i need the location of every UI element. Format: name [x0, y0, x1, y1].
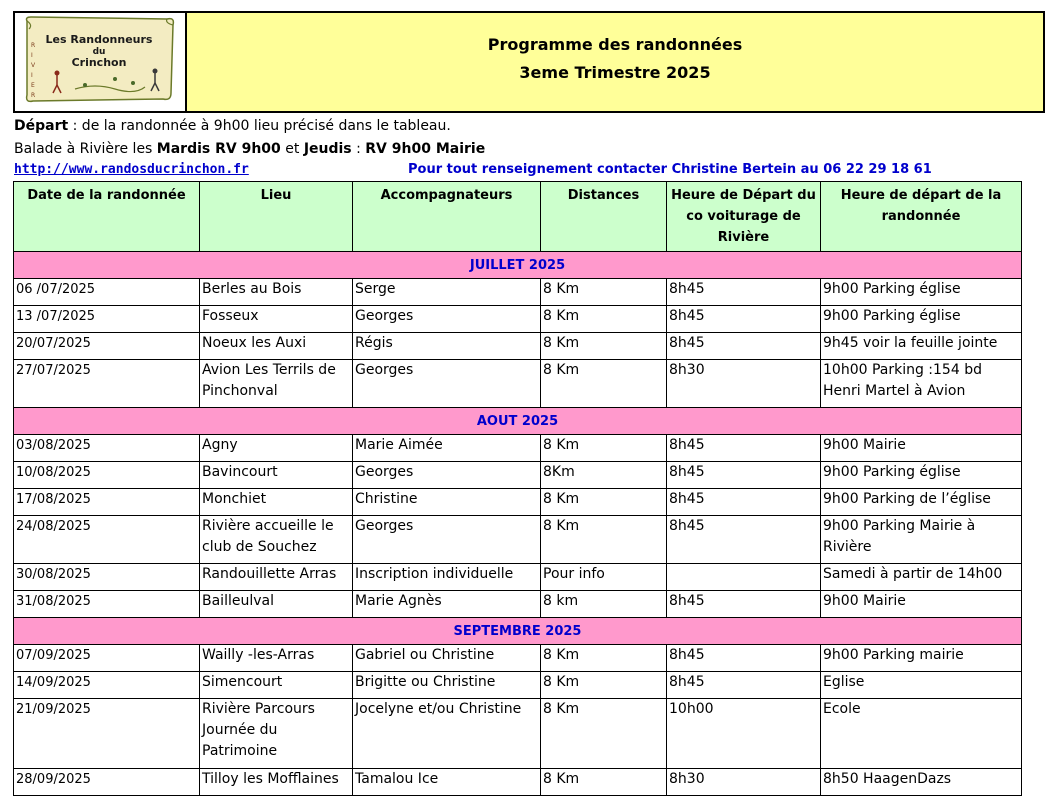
cell-lieu: Avion Les Terrils de Pinchonval: [200, 360, 353, 408]
cell-lieu: Agny: [200, 435, 353, 462]
cell-heure-covoiturage: 8h45: [667, 591, 821, 618]
cell-lieu: Rivière Parcours Journée du Patrimoine: [200, 699, 353, 769]
table-row: [14, 645, 1022, 672]
col-header-heure-covoiturage: Heure de Départ du co voiturage de Rivière: [667, 182, 821, 252]
svg-text:E: E: [31, 82, 35, 89]
cell-heure-covoiturage: 8h45: [667, 516, 821, 564]
svg-text:V: V: [31, 62, 36, 69]
table-row: [14, 306, 1022, 333]
table-row: [14, 769, 1022, 796]
cell-accompagnateurs: Marie Aimée: [353, 435, 541, 462]
cell-date: 24/08/2025: [14, 516, 200, 564]
cell-date: 14/09/2025: [14, 672, 200, 699]
cell-heure-covoiturage: 8h30: [667, 360, 821, 408]
cell-heure-randonnee: 8h50 HaagenDazs: [821, 769, 1022, 796]
cell-date: 03/08/2025: [14, 435, 200, 462]
cell-accompagnateurs: Régis: [353, 333, 541, 360]
col-header-lieu: Lieu: [200, 182, 353, 252]
cell-accompagnateurs: Georges: [353, 462, 541, 489]
svg-text:du: du: [92, 47, 106, 57]
cell-accompagnateurs: Inscription individuelle: [353, 564, 541, 591]
cell-distance: 8 Km: [541, 279, 667, 306]
cell-distance: 8 Km: [541, 435, 667, 462]
cell-accompagnateurs: Gabriel ou Christine: [353, 645, 541, 672]
col-header-heure-randonnee: Heure de départ de la randonnée: [821, 182, 1022, 252]
table-header-row: [14, 182, 1022, 252]
table-row: [14, 462, 1022, 489]
table-row: [14, 516, 1022, 564]
svg-text:R: R: [31, 42, 36, 49]
cell-lieu: Simencourt: [200, 672, 353, 699]
cell-accompagnateurs: Georges: [353, 306, 541, 333]
cell-accompagnateurs: Jocelyne et/ou Christine: [353, 699, 541, 769]
col-header-distances: Distances: [541, 182, 667, 252]
cell-lieu: Bailleulval: [200, 591, 353, 618]
svg-text:Les Randonneurs: Les Randonneurs: [45, 33, 153, 46]
cell-lieu: Fosseux: [200, 306, 353, 333]
cell-distance: 8 Km: [541, 769, 667, 796]
cell-date: 06 /07/2025: [14, 279, 200, 306]
website-link[interactable]: http://www.randosducrinchon.fr: [14, 162, 249, 177]
depart-label: Départ: [14, 118, 69, 134]
cell-accompagnateurs: Georges: [353, 516, 541, 564]
cell-heure-randonnee: 9h00 Parking église: [821, 279, 1022, 306]
cell-heure-randonnee: 9h00 Parking église: [821, 462, 1022, 489]
table-row: [14, 672, 1022, 699]
balade-sep: :: [351, 141, 366, 157]
cell-heure-randonnee: 9h00 Parking Mairie à Rivière: [821, 516, 1022, 564]
svg-text:I: I: [31, 52, 33, 59]
cell-date: 21/09/2025: [14, 699, 200, 769]
col-header-date: Date de la randonnée: [14, 182, 200, 252]
cell-date: 17/08/2025: [14, 489, 200, 516]
cell-heure-randonnee: 9h45 voir la feuille jointe: [821, 333, 1022, 360]
cell-distance: 8 Km: [541, 699, 667, 769]
cell-lieu: Bavincourt: [200, 462, 353, 489]
depart-note: [14, 118, 451, 134]
cell-accompagnateurs: Serge: [353, 279, 541, 306]
cell-heure-covoiturage: 8h45: [667, 645, 821, 672]
month-label: AOUT 2025: [14, 408, 1022, 435]
cell-heure-randonnee: 9h00 Parking de l’église: [821, 489, 1022, 516]
cell-distance: 8 km: [541, 591, 667, 618]
month-header-row: [14, 252, 1022, 279]
cell-heure-randonnee: Ecole: [821, 699, 1022, 769]
month-header-row: [14, 618, 1022, 645]
svg-text:R: R: [31, 92, 36, 99]
cell-heure-randonnee: 9h00 Mairie: [821, 435, 1022, 462]
svg-text:Crinchon: Crinchon: [71, 56, 127, 69]
cell-heure-covoiturage: [667, 564, 821, 591]
table-row: [14, 279, 1022, 306]
cell-distance: 8 Km: [541, 672, 667, 699]
cell-date: 28/09/2025: [14, 769, 200, 796]
balade-mardis: Mardis RV 9h00: [156, 141, 281, 157]
cell-heure-randonnee: Samedi à partir de 14h00: [821, 564, 1022, 591]
cell-date: 13 /07/2025: [14, 306, 200, 333]
cell-distance: 8 Km: [541, 360, 667, 408]
month-label: JUILLET 2025: [14, 252, 1022, 279]
cell-heure-randonnee: 9h00 Mairie: [821, 591, 1022, 618]
balade-note: [14, 141, 485, 157]
table-row: [14, 489, 1022, 516]
balade-prefix: Balade à Rivière les: [14, 141, 157, 157]
cell-heure-randonnee: 9h00 Parking église: [821, 306, 1022, 333]
table-row: [14, 435, 1022, 462]
cell-distance: 8 Km: [541, 489, 667, 516]
cell-heure-covoiturage: 8h45: [667, 333, 821, 360]
cell-accompagnateurs: Brigitte ou Christine: [353, 672, 541, 699]
month-label: SEPTEMBRE 2025: [14, 618, 1022, 645]
cell-lieu: Tilloy les Mofflaines: [200, 769, 353, 796]
page-title: Programme des randonnées: [487, 35, 743, 54]
club-logo: [15, 13, 183, 107]
cell-distance: 8Km: [541, 462, 667, 489]
cell-heure-covoiturage: 8h45: [667, 435, 821, 462]
title-area: [187, 13, 1043, 111]
cell-heure-covoiturage: 8h45: [667, 306, 821, 333]
cell-heure-randonnee: Eglise: [821, 672, 1022, 699]
table-row: [14, 564, 1022, 591]
page-subtitle: 3eme Trimestre 2025: [519, 63, 711, 82]
program-table: [13, 181, 1022, 796]
cell-heure-covoiturage: 10h00: [667, 699, 821, 769]
cell-heure-randonnee: 10h00 Parking :154 bd Henri Martel à Avion: [821, 360, 1022, 408]
cell-distance: 8 Km: [541, 306, 667, 333]
table-row: [14, 360, 1022, 408]
logo-area: [15, 13, 187, 111]
cell-heure-covoiturage: 8h45: [667, 672, 821, 699]
cell-lieu: Rivière accueille le club de Souchez: [200, 516, 353, 564]
cell-date: 31/08/2025: [14, 591, 200, 618]
cell-accompagnateurs: Christine: [353, 489, 541, 516]
cell-date: 10/08/2025: [14, 462, 200, 489]
cell-heure-covoiturage: 8h30: [667, 769, 821, 796]
balade-jeudis: Jeudis: [303, 141, 352, 157]
balade-mairie: RV 9h00 Mairie: [365, 141, 486, 157]
table-row: [14, 699, 1022, 769]
cell-date: 30/08/2025: [14, 564, 200, 591]
balade-et: et: [280, 141, 304, 157]
table-row: [14, 333, 1022, 360]
col-header-accompagnateurs: Accompagnateurs: [353, 182, 541, 252]
cell-lieu: Noeux les Auxi: [200, 333, 353, 360]
cell-date: 20/07/2025: [14, 333, 200, 360]
header-banner: [13, 11, 1045, 113]
cell-lieu: Wailly -les-Arras: [200, 645, 353, 672]
cell-heure-covoiturage: 8h45: [667, 489, 821, 516]
cell-lieu: Randouillette Arras: [200, 564, 353, 591]
svg-text:I: I: [31, 72, 33, 79]
cell-date: 07/09/2025: [14, 645, 200, 672]
cell-accompagnateurs: Marie Agnès: [353, 591, 541, 618]
cell-heure-randonnee: 9h00 Parking mairie: [821, 645, 1022, 672]
cell-heure-covoiturage: 8h45: [667, 279, 821, 306]
contact-info: Pour tout renseignement contacter Christine Bertein au 06 22 29 18 61: [408, 162, 932, 177]
cell-distance: Pour info: [541, 564, 667, 591]
cell-accompagnateurs: Georges: [353, 360, 541, 408]
depart-text: : de la randonnée à 9h00 lieu précisé dans le tableau.: [68, 118, 451, 134]
cell-heure-covoiturage: 8h45: [667, 462, 821, 489]
cell-date: 27/07/2025: [14, 360, 200, 408]
cell-lieu: Monchiet: [200, 489, 353, 516]
cell-lieu: Berles au Bois: [200, 279, 353, 306]
table-row: [14, 591, 1022, 618]
cell-distance: 8 Km: [541, 645, 667, 672]
cell-distance: 8 Km: [541, 516, 667, 564]
month-header-row: [14, 408, 1022, 435]
cell-distance: 8 Km: [541, 333, 667, 360]
cell-accompagnateurs: Tamalou Ice: [353, 769, 541, 796]
